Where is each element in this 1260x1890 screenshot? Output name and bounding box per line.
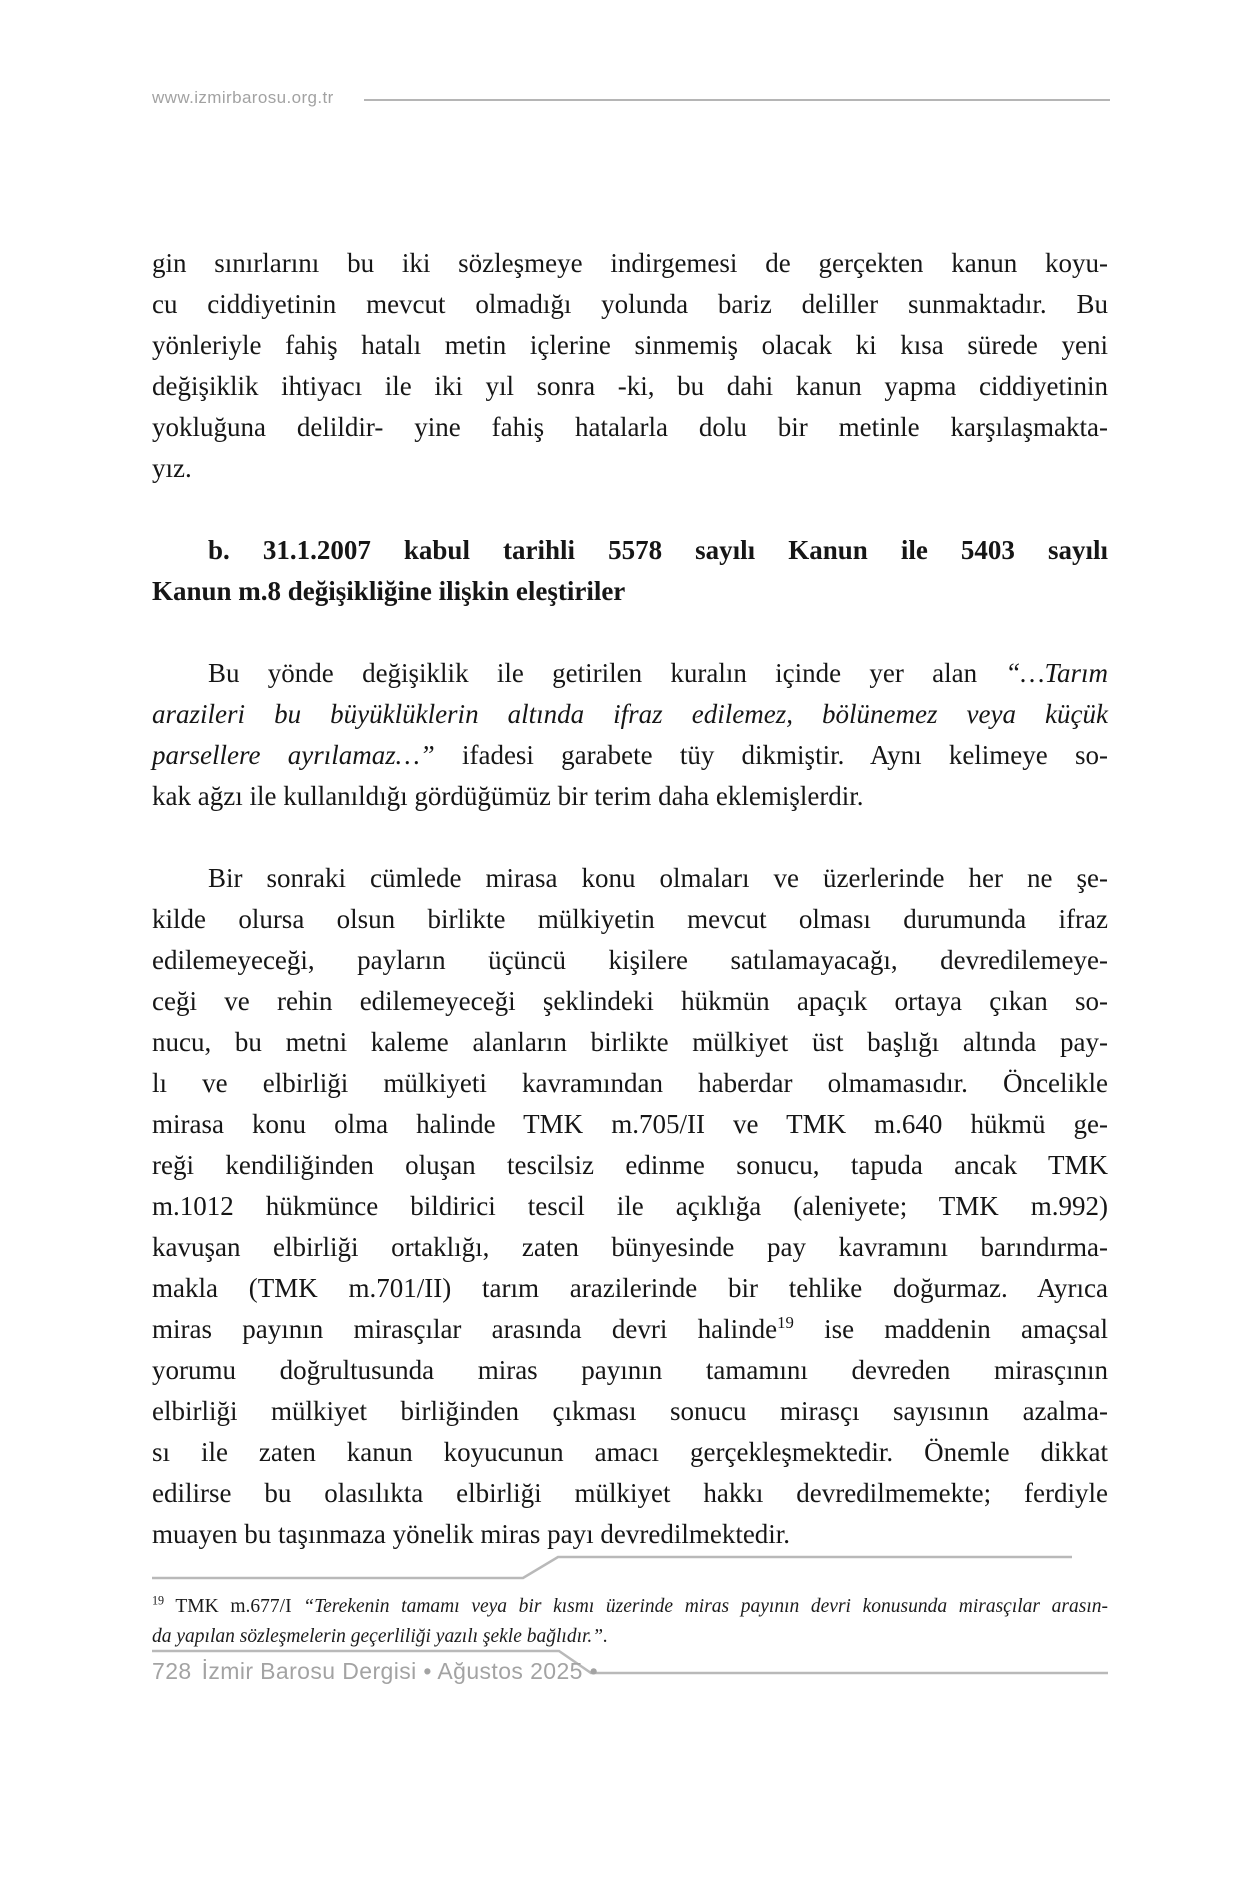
text-line: yorumu doğrultusunda miras payının tamamını devreden mirasçının [152,1355,1108,1385]
header-rule [364,99,1110,101]
text-line: Bir sonraki cümlede mirasa konu olmaları ve üzerlerinde her ne şe- [208,863,1108,893]
footer-journal-info: İzmir Barosu Dergisi • Ağustos 2025 • [201,1658,599,1684]
text-line: gin sınırlarını bu iki sözleşmeye indirgemesi de gerçekten kanun koyu- [152,248,1108,278]
text-line: edilemeyeceği, payların üçüncü kişilere satılamayacağı, devredilemeye- [152,945,1108,975]
text-line: değişiklik ihtiyacı ile iki yıl sonra -ki, bu dahi kanun yapma ciddiyetinin [152,371,1108,401]
article-body [152,243,1108,1555]
text-line: muayen bu taşınmaza yönelik miras payı devredilmektedir. [152,1519,791,1549]
text-line: elbirliği mülkiyet birliğinden çıkması sonucu mirasçı sayısının azalma- [152,1396,1108,1426]
text-line: cu ciddiyetinin mevcut olmadığı yolunda bariz deliller sunmaktadır. Bu [152,289,1108,319]
page-footer [152,1658,598,1685]
text-line: mirasa konu olma halinde TMK m.705/II ve TMK m.640 hükmü ge- [152,1109,1108,1139]
footnote-separator [152,1557,1072,1578]
text-line: reği kendiliğinden oluşan tescilsiz edinme sonucu, tapuda ancak TMK [152,1150,1108,1180]
text-line: lı ve elbirliği mülkiyeti kavramından haberdar olmamasıdır. Öncelikle [152,1068,1108,1098]
text-line: sı ile zaten kanun koyucunun amacı gerçekleşmektedir. Önemle dikkat [152,1437,1108,1467]
text-line: parsellere ayrılamaz…” ifadesi garabete tüy dikmiştir. Aynı kelimeye so- [152,740,1108,770]
text-line: da yapılan sözleşmelerin geçerliliği yazılı şekle bağlıdır.”. [152,1626,609,1647]
text-line: Kanun m.8 değişikliğine ilişkin eleştiriler [152,576,626,606]
text-line: miras payının mirasçılar arasında devri halinde$^{19}$ ise maddenin amaçsal [152,1313,1108,1344]
text-line: $^{19}$ TMK m.677/I “Terekenin tamamı veya bir kısmı üzerinde miras payının devri konusunda mirasçılar arasın- [152,1593,1109,1617]
page-header [152,88,1110,112]
text-line: ceği ve rehin edilemeyeceği şeklindeki hükmün apaçık ortaya çıkan so- [152,986,1108,1016]
text-line: b. 31.1.2007 kabul tarihli 5578 sayılı Kanun ile 5403 sayılı [208,535,1108,565]
text-line: yokluğuna delildir- yine fahiş hatalarla dolu bir metinle karşılaşmakta- [152,412,1108,442]
text-line: nucu, bu metni kaleme alanların birlikte mülkiyet üst başlığı altında pay- [152,1027,1108,1057]
text-line: kak ağzı ile kullanıldığı gördüğümüz bir terim daha eklemişlerdir. [152,781,864,811]
footnote-19 [152,1592,1108,1652]
text-line: Bu yönde değişiklik ile getirilen kuralın içinde yer alan “…Tarım [208,658,1108,688]
text-line: arazileri bu büyüklüklerin altında ifraz edilemez, bölünemez veya küçük [152,699,1108,729]
section-heading [152,530,1108,612]
text-line: kilde olursa olsun birlikte mülkiyetin mevcut olması durumunda ifraz [152,904,1108,934]
paragraph-statute-quote [152,653,1108,817]
header-url: www.izmirbarosu.org.tr [152,88,334,107]
paragraph-analysis [152,858,1108,1555]
paragraph-continued-from-previous-page [152,243,1108,489]
footer-page-number: 728 [152,1658,192,1684]
text-line: kavuşan elbirliği ortaklığı, zaten bünyesinde pay kavramını barındırma- [152,1232,1108,1262]
text-line: makla (TMK m.701/II) tarım arazilerinde bir tehlike doğurmaz. Ayrıca [152,1273,1108,1303]
text-line: m.1012 hükmünce bildirici tescil ile açıklığa (aleniyete; TMK m.992) [152,1191,1108,1221]
text-line: edilirse bu olasılıkta elbirliği mülkiyet hakkı devredilmemekte; ferdiyle [152,1478,1108,1508]
text-line: yönleriyle fahiş hatalı metin içlerine sinmemiş olacak ki kısa sürede yeni [152,330,1108,360]
text-line: yız. [152,453,192,483]
